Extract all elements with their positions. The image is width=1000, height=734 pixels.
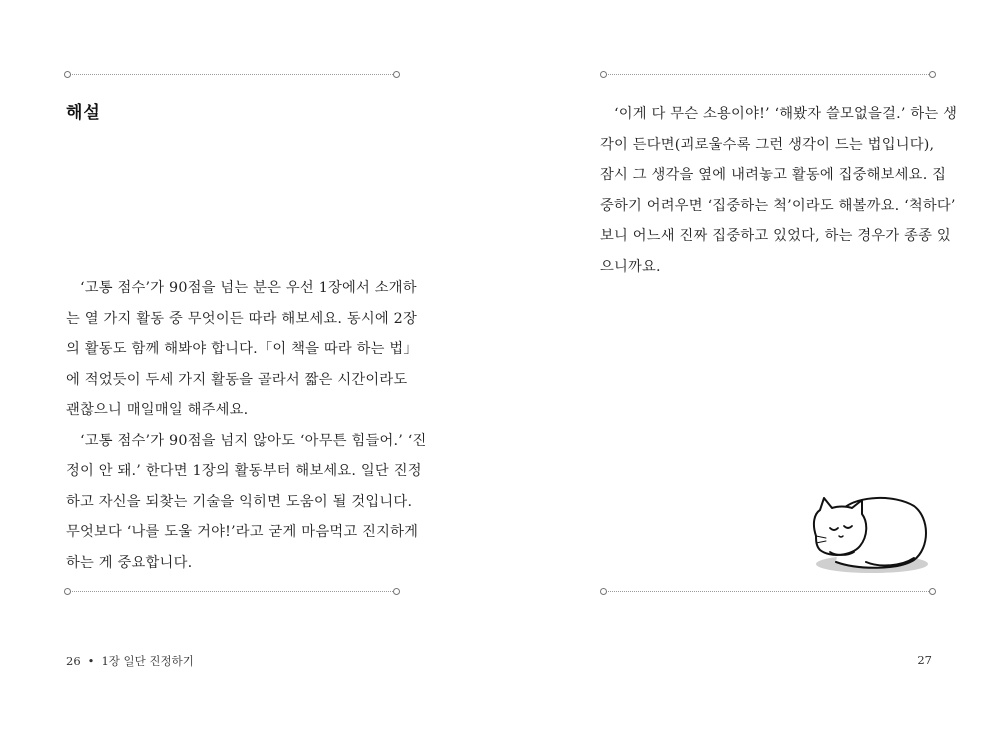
text-line: 잠시 그 생각을 옆에 내려놓고 활동에 집중해보세요. 집 <box>600 167 947 183</box>
bottom-dotted-rule <box>603 591 933 592</box>
left-body-text <box>66 273 427 578</box>
text-line: 보니 어느새 진짜 집중하고 있었다, 하는 경우가 종종 있 <box>600 228 951 244</box>
section-title: 해설 <box>66 103 101 123</box>
paragraph <box>66 273 418 426</box>
text-line: 하고 자신을 되찾는 기술을 익히면 도움이 될 것입니다. <box>66 493 413 510</box>
text-line: 중하기 어려우면 ‘집중하는 척’이라도 해볼까요. ‘척하다’ <box>600 197 956 214</box>
text-line: ‘이게 다 무슨 소용이야!’ ‘해봤자 쓸모없을걸.’ 하는 생 <box>614 106 958 122</box>
text-line: 으니까요. <box>600 258 661 275</box>
bottom-dotted-rule <box>67 591 397 592</box>
top-dotted-rule <box>67 74 397 75</box>
text-line: 의 활동도 함께 해봐야 합니다.「이 책을 따라 하는 법」 <box>66 341 418 357</box>
text-line: 정이 안 돼.’ 한다면 1장의 활동부터 해보세요. 일단 진정 <box>66 463 422 479</box>
sleeping-cat-illustration <box>806 490 932 576</box>
running-footer <box>66 653 194 669</box>
text-line: 에 적었듯이 두세 가지 활동을 골라서 짧은 시간이라도 <box>66 371 408 388</box>
footer-separator: • <box>87 654 95 668</box>
paragraph <box>66 426 427 579</box>
text-line: 각이 든다면(괴로울수록 그런 생각이 드는 법입니다), <box>600 136 935 153</box>
page-number: 26 <box>66 654 81 668</box>
top-dotted-rule <box>603 74 933 75</box>
paragraph <box>600 99 958 282</box>
cat-head <box>814 498 866 555</box>
chapter-title: 1장 일단 진정하기 <box>101 654 194 668</box>
text-line: 괜찮으니 매일매일 해주세요. <box>66 402 249 418</box>
text-line: 무엇보다 ‘나를 도울 거야!’라고 굳게 마음먹고 진지하게 <box>66 524 419 540</box>
text-line: 하는 게 중요합니다. <box>66 554 193 571</box>
text-line: 는 열 가지 활동 중 무엇이든 따라 해보세요. 동시에 2장 <box>66 310 417 327</box>
right-body-text <box>600 99 958 282</box>
text-line: ‘고통 점수’가 90점을 넘지 않아도 ‘아무튼 힘들어.’ ‘진 <box>80 432 427 449</box>
text-line: ‘고통 점수’가 90점을 넘는 분은 우선 1장에서 소개하 <box>80 280 417 296</box>
page-number: 27 <box>917 653 932 667</box>
